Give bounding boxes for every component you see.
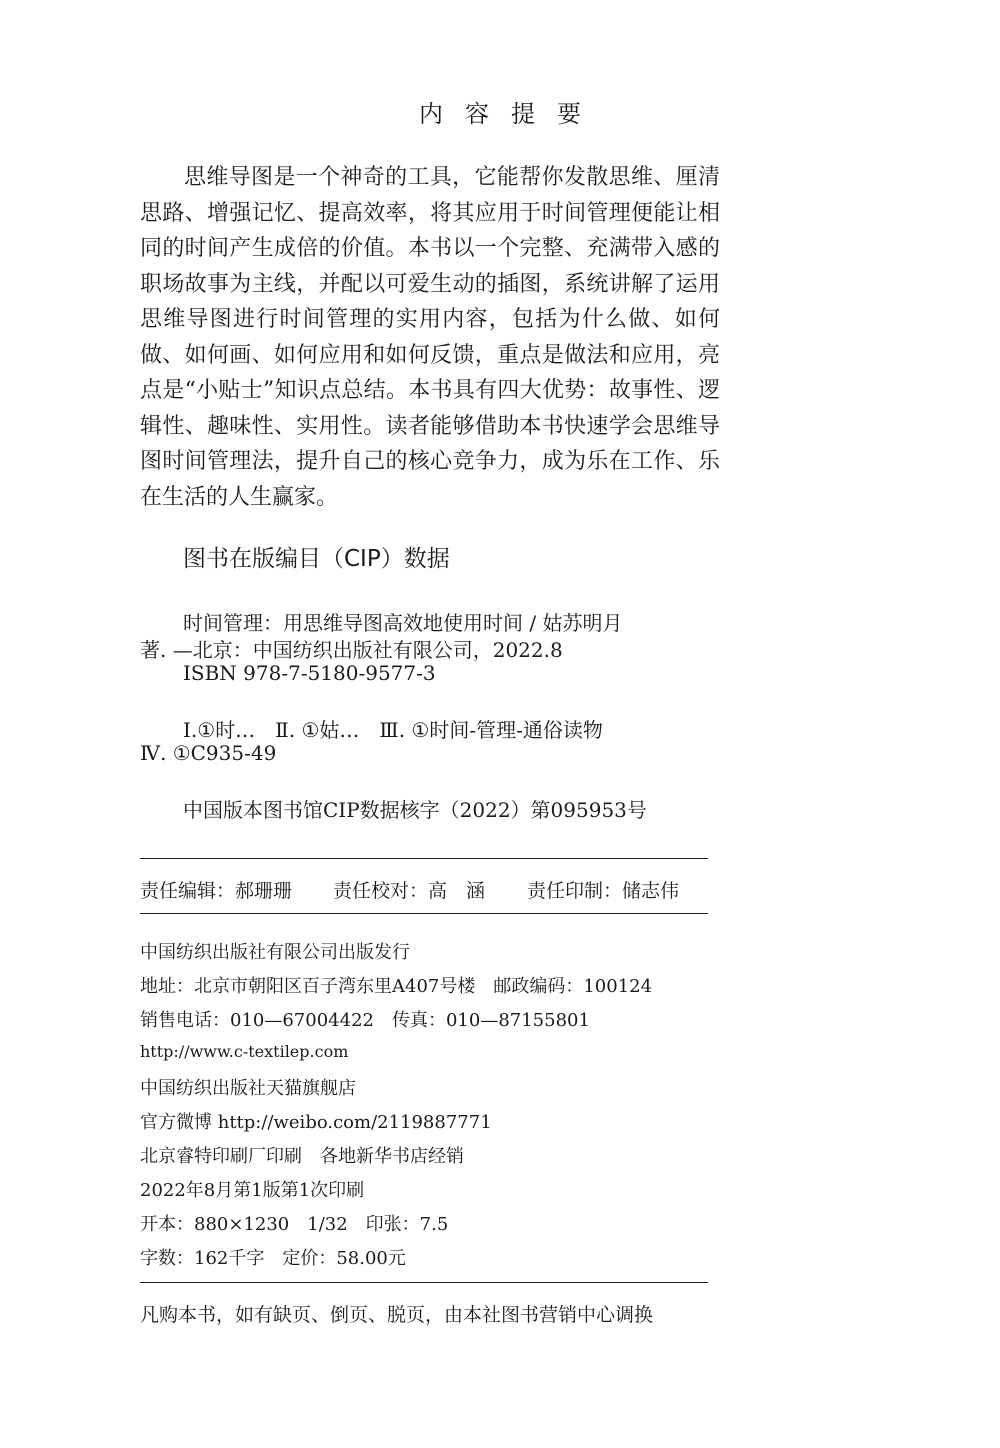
publisher-website: http://www.c-textilep.com bbox=[140, 1042, 349, 1061]
summary-title: 内容提要 bbox=[419, 100, 603, 128]
publisher-phone: 销售电话：010—67004422 传真：010—87155801 bbox=[140, 1010, 590, 1031]
format-info: 开本：880×1230 1/32 印张：7.5 bbox=[140, 1214, 449, 1235]
responsible-editor: 责任编辑：郝珊珊 bbox=[140, 880, 293, 902]
cip-classification: Ⅰ.①时… Ⅱ. ①姑… Ⅲ. ①时间-管理-通俗读物 bbox=[183, 718, 603, 742]
cip-heading: 图书在版编目（CIP）数据 bbox=[183, 546, 450, 572]
word-count-price: 字数：162千字 定价：58.00元 bbox=[140, 1248, 406, 1269]
publisher-store: 中国纺织出版社天猫旗舰店 bbox=[140, 1078, 356, 1099]
cip-record-number: 中国版本图书馆CIP数据核字（2022）第095953号 bbox=[183, 798, 647, 822]
responsible-proofreader: 责任校对：高 涵 bbox=[333, 880, 486, 902]
cip-classification: Ⅳ. ①C935-49 bbox=[140, 741, 277, 765]
divider bbox=[140, 913, 708, 914]
cip-isbn: ISBN 978-7-5180-9577-3 bbox=[183, 661, 436, 685]
cip-line: 著. —北京：中国纺织出版社有限公司，2022.8 bbox=[140, 638, 563, 662]
publisher-weibo: 官方微博 http://weibo.com/2119887771 bbox=[140, 1112, 492, 1133]
responsible-printing: 责任印制：储志伟 bbox=[527, 880, 680, 902]
edition-info: 2022年8月第1版第1次印刷 bbox=[140, 1180, 365, 1201]
publisher-name: 中国纺织出版社有限公司出版发行 bbox=[140, 942, 410, 963]
divider bbox=[140, 858, 708, 859]
replacement-notice: 凡购本书，如有缺页、倒页、脱页，由本社图书营销中心调换 bbox=[140, 1304, 654, 1326]
divider bbox=[140, 1282, 708, 1283]
cip-line: 时间管理：用思维导图高效地使用时间 / 姑苏明月 bbox=[183, 611, 623, 635]
summary-paragraph: 思维导图是一个神奇的工具，它能帮你发散思维、厘清思路、增强记忆、提高效率，将其应用于时间管理便能让相同的时间产生成倍的价值。本书以一个完整、充满带入感的职场故事为主线，并配以可爱生动的插图，系统讲解了运用思维导图进行时间管理的实用内容，包括为什么做、如何做、如何画、如何应用和如何反馈，重点是做法和应用，亮点是“小贴士”知识点总结。本书具有四大优势：故事性、逻辑性、趣味性、实用性。读者能够借助本书快速学会思维导图时间管理法，提升自己的核心竞争力，成为乐在工作、乐在生活的人生赢家。 bbox=[140, 165, 720, 510]
publisher-address: 地址：北京市朝阳区百子湾东里A407号楼 邮政编码：100124 bbox=[140, 976, 653, 997]
printer-distributor: 北京睿特印刷厂印刷 各地新华书店经销 bbox=[140, 1146, 464, 1167]
